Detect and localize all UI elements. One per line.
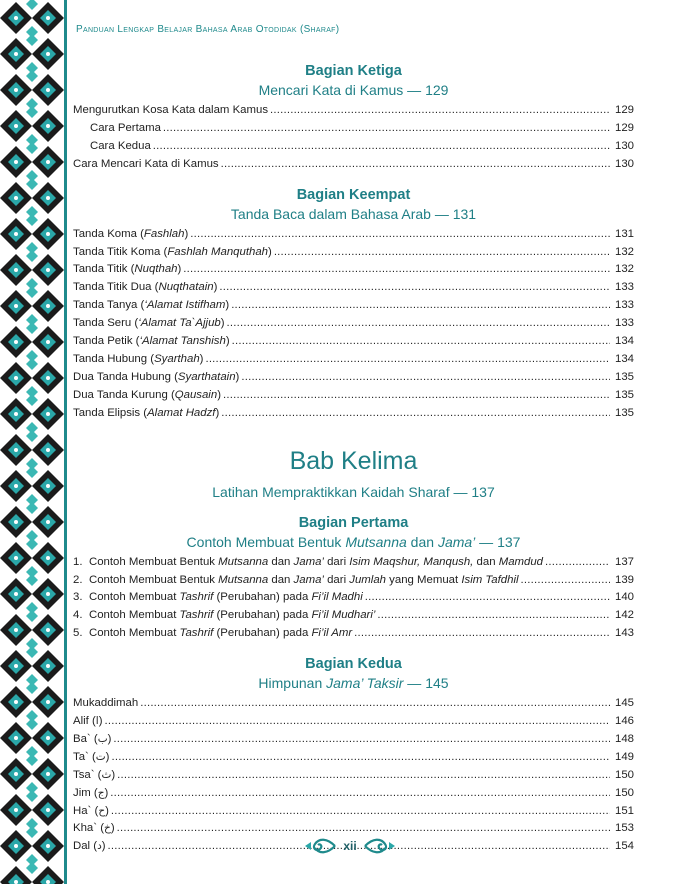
entry-text: Ta` ( xyxy=(73,750,96,763)
entry-text: Kha` ( xyxy=(73,822,105,835)
entry-title xyxy=(73,315,225,333)
section-title xyxy=(73,674,634,693)
toc-entry[interactable] xyxy=(73,279,634,297)
entry-title xyxy=(90,120,161,138)
page-number: 148 xyxy=(614,732,634,745)
entry-italic: Syarthatain xyxy=(177,370,236,383)
page-number: 153 xyxy=(614,822,634,835)
section-part-heading: Bagian Ketiga xyxy=(305,63,402,79)
dot-leader xyxy=(221,156,610,174)
entry-text: ) xyxy=(225,299,230,312)
entry-title xyxy=(73,102,268,120)
title-text: dan xyxy=(406,533,438,550)
entry-number: 4. xyxy=(73,609,83,622)
toc-list xyxy=(73,226,634,423)
dot-leader xyxy=(221,405,610,423)
page-number: 135 xyxy=(614,406,634,419)
arabic-letter: ت xyxy=(95,750,106,763)
section-part-heading: Bagian Keempat xyxy=(296,186,411,203)
entry-text: ) xyxy=(217,388,221,401)
entry-text: ) xyxy=(177,263,182,276)
entry-italic: ‘Alamat Tanshish xyxy=(139,335,226,348)
entry-italic: Jama’ xyxy=(293,573,324,586)
entry-italic: ‘Alamat Ta`Ajjub xyxy=(138,317,221,330)
entry-text: dan xyxy=(473,555,499,568)
toc-entry[interactable] xyxy=(73,333,634,351)
toc-content xyxy=(73,58,634,856)
entry-text: ) xyxy=(220,317,225,330)
page-number: 130 xyxy=(614,139,634,152)
entry-title xyxy=(73,405,219,423)
entry-title xyxy=(73,820,115,838)
entry-text: Tsa` ( xyxy=(73,768,102,781)
entry-text: Cara Mencari Kata di Kamus xyxy=(73,157,219,170)
entry-number: 5. xyxy=(73,627,83,640)
page-number: 146 xyxy=(614,715,634,728)
toc-entry[interactable] xyxy=(73,731,634,749)
toc-entry[interactable] xyxy=(73,785,634,803)
page-number: xii xyxy=(343,839,357,853)
entry-italic: Syarthah xyxy=(154,352,200,365)
section-part-heading: Bagian Kedua xyxy=(305,656,402,673)
entry-title xyxy=(73,785,108,803)
entry-text: Cara Kedua xyxy=(90,139,151,152)
entry-title xyxy=(73,749,109,767)
toc-entry[interactable] xyxy=(73,226,634,244)
title-italic: Jama’ xyxy=(437,533,476,550)
toc-entry[interactable] xyxy=(73,315,634,333)
entry-text: Contoh Membuat Bentuk xyxy=(89,555,219,568)
entry-italic: Fi’il Mudhari’ xyxy=(311,609,376,622)
entry-text: (Perubahan) pada xyxy=(213,609,312,622)
arabic-letter: ح xyxy=(98,804,106,817)
entry-italic: Tashrif xyxy=(179,627,214,640)
page-number: 134 xyxy=(614,335,634,348)
entry-title xyxy=(73,226,188,244)
title-text: Himpunan xyxy=(258,675,327,692)
toc-entry[interactable] xyxy=(73,607,634,625)
dot-leader xyxy=(183,261,610,279)
page-number: 143 xyxy=(614,627,634,640)
dot-leader xyxy=(365,589,610,607)
dot-leader xyxy=(190,226,610,244)
entry-title xyxy=(73,333,230,351)
title-text: Contoh Membuat Bentuk xyxy=(186,533,346,550)
entry-italic: Nuqthah xyxy=(134,263,178,276)
toc-entry[interactable] xyxy=(73,572,634,590)
entry-text: (Perubahan) pada xyxy=(213,591,312,604)
entry-title xyxy=(73,387,221,405)
toc-entry[interactable] xyxy=(73,803,634,821)
entry-italic: Mutsanna xyxy=(218,573,269,586)
page-number: 140 xyxy=(614,591,634,604)
entry-title xyxy=(73,369,239,387)
dot-leader xyxy=(153,138,610,156)
toc-entry[interactable] xyxy=(73,138,634,156)
entry-italic: Fi’il Madhi xyxy=(311,591,363,604)
page-number: 132 xyxy=(614,263,634,276)
toc-entry[interactable] xyxy=(73,625,634,643)
toc-entry[interactable] xyxy=(73,102,634,120)
entry-title xyxy=(73,695,138,713)
entry-title xyxy=(73,731,111,749)
entry-text: Mengurutkan Kosa Kata dalam Kamus xyxy=(73,104,269,116)
entry-text: ) xyxy=(184,227,189,240)
entry-text: Tanda Hubung ( xyxy=(73,352,155,365)
page-number: 130 xyxy=(614,157,634,170)
ornament-right-icon xyxy=(363,836,397,856)
dot-leader xyxy=(232,333,610,351)
section-title xyxy=(73,533,634,552)
entry-number: 1. xyxy=(73,555,83,568)
entry-title xyxy=(73,261,181,279)
entry-title xyxy=(73,713,103,731)
entry-title xyxy=(73,803,109,821)
toc-entry[interactable] xyxy=(73,156,634,174)
dot-leader xyxy=(274,244,610,262)
toc-entry[interactable] xyxy=(73,554,634,572)
toc-list xyxy=(73,554,634,644)
entry-text: ) xyxy=(215,406,220,419)
page-number: 135 xyxy=(614,370,634,383)
page-number: 137 xyxy=(614,555,634,568)
section-title: Mencari Kata di Kamus — 129 xyxy=(258,82,449,98)
page-number: 134 xyxy=(614,352,634,365)
entry-text: Tanda Petik ( xyxy=(73,335,140,348)
toc-list xyxy=(73,695,634,856)
entry-italic: Qausain xyxy=(174,388,218,401)
toc-entry[interactable] xyxy=(73,351,634,369)
entry-number: 2. xyxy=(73,573,83,586)
page-number: 150 xyxy=(614,786,634,799)
entry-title xyxy=(73,279,217,297)
dot-leader xyxy=(140,695,610,713)
entry-title xyxy=(73,838,106,856)
entry-italic: Nuqthatain xyxy=(158,281,214,294)
toc-entry[interactable] xyxy=(73,405,634,423)
toc-entry[interactable] xyxy=(73,767,634,785)
chapter-title: Bab Kelima xyxy=(289,446,418,475)
page-number: 145 xyxy=(614,697,634,710)
entry-title xyxy=(73,767,115,785)
entry-italic: Tashrif xyxy=(179,591,214,604)
entry-italic: Alamat Hadzf xyxy=(147,406,216,419)
dot-leader xyxy=(223,387,610,405)
entry-title xyxy=(89,625,352,643)
entry-italic: Mamdud xyxy=(498,555,544,568)
entry-text: ) xyxy=(111,768,116,781)
page-number: 154 xyxy=(614,840,634,853)
toc-entry[interactable] xyxy=(73,244,634,262)
toc-entry[interactable] xyxy=(73,297,634,315)
arabic-letter: د xyxy=(97,840,102,853)
dot-leader xyxy=(521,572,610,590)
entry-text: Tanda Seru ( xyxy=(73,317,139,330)
entry-title xyxy=(89,554,543,572)
entry-text: ) xyxy=(105,804,109,817)
entry-title xyxy=(73,244,272,262)
page-number: 139 xyxy=(614,573,634,586)
page-number: 133 xyxy=(614,317,634,330)
entry-text: Tanda Titik ( xyxy=(73,263,135,276)
page-number: 129 xyxy=(614,104,634,116)
entry-text: ) xyxy=(235,370,240,383)
entry-text: Tanda Koma ( xyxy=(73,227,144,240)
entry-text: Dua Tanda Hubung ( xyxy=(73,370,178,383)
dot-leader xyxy=(110,785,610,803)
entry-text: dari xyxy=(323,555,350,568)
entry-text: Jim ( xyxy=(73,786,98,799)
entry-text: Dua Tanda Kurung ( xyxy=(73,388,175,401)
entry-text: ) xyxy=(104,786,109,799)
entry-italic: Isim Maqshur, Manqush, xyxy=(349,555,474,568)
dot-leader xyxy=(270,102,610,120)
title-italic: Mutsanna xyxy=(345,533,407,550)
entry-text: Tanda Elipsis ( xyxy=(73,406,148,419)
entry-text: ) xyxy=(110,822,115,835)
entry-italic: Fi’il Amr xyxy=(311,627,353,640)
arabic-letter: ث xyxy=(101,768,112,781)
page-number: 151 xyxy=(614,804,634,817)
page-number: 149 xyxy=(614,750,634,763)
dot-leader xyxy=(111,803,610,821)
entry-text: ) xyxy=(101,840,106,853)
page-number: 135 xyxy=(614,388,634,401)
entry-title xyxy=(90,138,151,156)
toc-entry[interactable] xyxy=(73,261,634,279)
toc-entry[interactable] xyxy=(73,695,634,713)
dot-leader xyxy=(231,297,610,315)
entry-italic: Jumlah xyxy=(349,573,386,586)
entry-text: Tanda Titik Koma ( xyxy=(73,245,168,258)
dot-leader xyxy=(545,554,610,572)
dot-leader xyxy=(377,607,610,625)
ornament-left-icon xyxy=(303,836,337,856)
page-number: 150 xyxy=(614,768,634,781)
entry-text: ) xyxy=(225,335,230,348)
toc-entry[interactable] xyxy=(73,589,634,607)
entry-text: Tanda Titik Dua ( xyxy=(73,281,159,294)
page-number: 132 xyxy=(614,245,634,258)
entry-italic: Fashlah Manquthah xyxy=(167,245,269,258)
entry-italic: Fashlah xyxy=(143,227,185,240)
chapter-subtitle: Latihan Mempraktikkan Kaidah Sharaf — 137 xyxy=(212,483,495,500)
arabic-letter: خ xyxy=(104,822,111,835)
page-number: 133 xyxy=(614,281,634,294)
entry-text: Contoh Membuat Bentuk xyxy=(89,573,219,586)
entry-italic: Jama’ xyxy=(293,555,324,568)
dot-leader xyxy=(113,731,610,749)
entry-text: ) xyxy=(107,732,112,745)
toc-entry[interactable] xyxy=(73,369,634,387)
page-number: 129 xyxy=(614,121,634,134)
entry-number: 3. xyxy=(73,591,83,604)
title-italic: Jama’ Taksir xyxy=(326,675,404,692)
entry-text: yang Memuat xyxy=(386,573,462,586)
arabic-letter: ا xyxy=(95,715,99,728)
toc-entry[interactable] xyxy=(73,749,634,767)
entry-text: Contoh Membuat xyxy=(89,591,180,604)
title-text: — 145 xyxy=(403,675,449,692)
running-header: Panduan Lengkap Belajar Bahasa Arab Otodidak (Sharaf) xyxy=(76,24,340,35)
entry-italic: Isim Tafdhil xyxy=(461,573,519,586)
entry-text: Mukaddimah xyxy=(73,697,139,710)
entry-text: dari xyxy=(323,573,350,586)
entry-text: dan xyxy=(268,573,294,586)
dot-leader xyxy=(105,713,610,731)
page-number: 142 xyxy=(614,609,634,622)
entry-text: Tanda Tanya ( xyxy=(73,299,145,312)
toc-list xyxy=(73,102,634,174)
page-number: 131 xyxy=(614,227,634,240)
entry-italic: Mutsanna xyxy=(218,555,269,568)
entry-text: ) xyxy=(199,352,204,365)
entry-text: Ba` ( xyxy=(73,732,98,745)
dot-leader xyxy=(241,369,610,387)
entry-title xyxy=(89,607,375,625)
dot-leader xyxy=(117,767,610,785)
dot-leader xyxy=(111,749,610,767)
arabic-letter: ج xyxy=(97,786,105,799)
page-footer xyxy=(300,836,400,856)
entry-italic: ‘Alamat Istifham xyxy=(144,299,226,312)
dot-leader xyxy=(163,120,610,138)
entry-text: ) xyxy=(98,715,103,728)
entry-title xyxy=(73,156,219,174)
entry-text: Contoh Membuat xyxy=(89,627,180,640)
entry-text: dan xyxy=(268,555,294,568)
entry-title xyxy=(89,572,519,590)
entry-text: Cara Pertama xyxy=(90,121,161,134)
section-title: Tanda Baca dalam Bahasa Arab — 131 xyxy=(230,205,477,222)
dot-leader xyxy=(354,625,610,643)
dot-leader xyxy=(219,279,610,297)
entry-title xyxy=(73,351,203,369)
entry-text: (Perubahan) pada xyxy=(213,627,312,640)
entry-text: Contoh Membuat xyxy=(89,609,180,622)
entry-text: Dal ( xyxy=(73,840,98,853)
arabic-letter: ب xyxy=(97,732,108,745)
entry-text: ) xyxy=(268,245,272,258)
entry-italic: Tashrif xyxy=(179,609,214,622)
dot-leader xyxy=(205,351,610,369)
entry-text: Ha` ( xyxy=(73,804,99,817)
dot-leader xyxy=(227,315,610,333)
toc-entry[interactable] xyxy=(73,387,634,405)
entry-title xyxy=(73,297,229,315)
border-line xyxy=(64,0,67,884)
decorative-border xyxy=(0,0,64,884)
entry-text: ) xyxy=(105,750,110,763)
toc-entry[interactable] xyxy=(73,713,634,731)
toc-entry[interactable] xyxy=(73,120,634,138)
entry-text: ) xyxy=(213,281,218,294)
entry-title xyxy=(89,589,363,607)
entry-text: Alif ( xyxy=(73,715,96,728)
section-part-heading: Bagian Pertama xyxy=(298,514,409,531)
title-text: — 137 xyxy=(475,533,521,550)
page-number: 133 xyxy=(614,299,634,312)
